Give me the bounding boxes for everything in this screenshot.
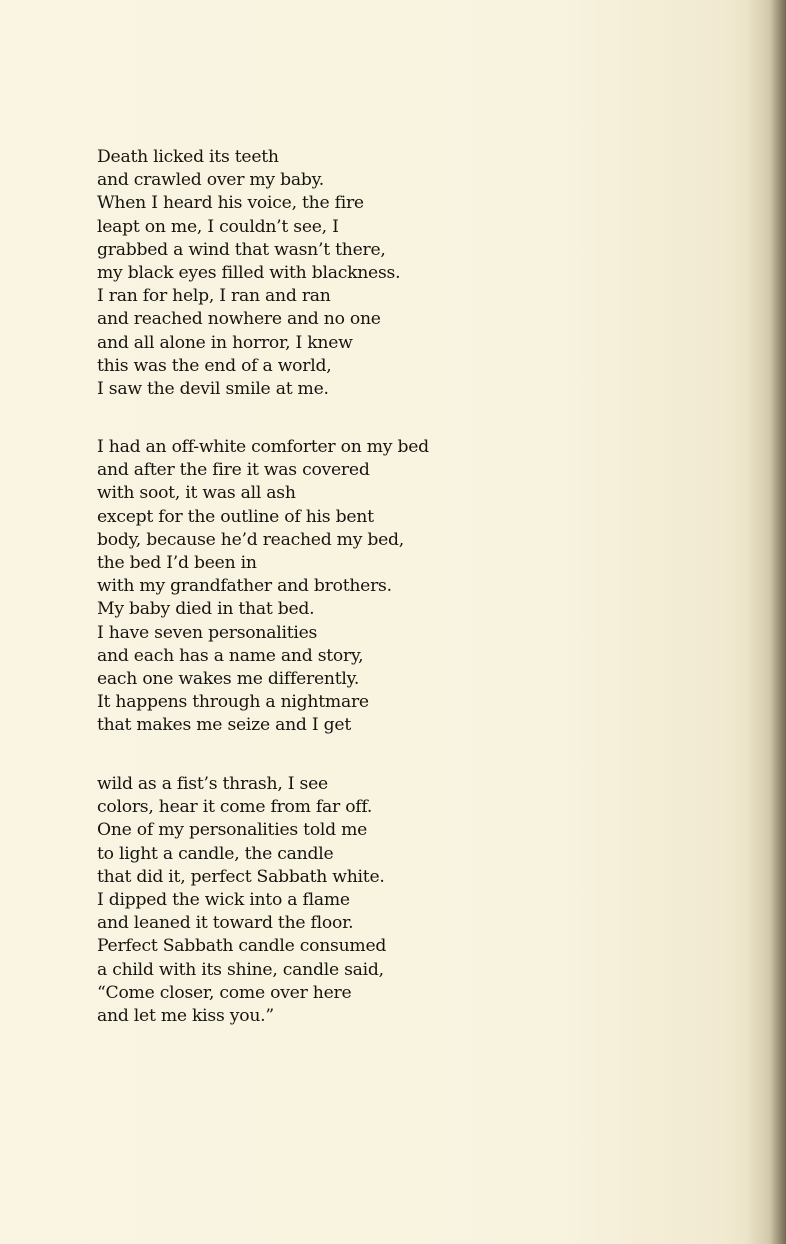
poem-line: It happens through a nightmare [97, 692, 369, 713]
poem-line: and crawled over my baby. [97, 170, 324, 191]
poem-line: wild as a fist’s thrash, I see [97, 774, 328, 794]
poem-line: I have seven personalities [97, 622, 318, 643]
poem-line: each one wakes me differently. [97, 668, 360, 689]
poem-line: I ran for help, I ran and ran [97, 286, 331, 307]
poem-line: to light a candle, the candle [97, 843, 334, 864]
poem-line: except for the outline of his bent [97, 506, 374, 527]
poem-line: One of my personalities told me [97, 820, 368, 841]
poem-line: colors, hear it come from far off. [97, 797, 373, 818]
poem-line: Death licked its teeth [97, 147, 279, 167]
poem-line: When I heard his voice, the fire [97, 193, 364, 214]
poem-line: this was the end of a world, [97, 355, 332, 376]
poem-line: and reached nowhere and no one [97, 309, 381, 330]
poem-line: my black eyes filled with blackness. [97, 262, 401, 283]
page-gutter-shadow [746, 0, 786, 1244]
poem-line: and after the fire it was covered [97, 460, 370, 481]
poem-line: with soot, it was all ash [97, 483, 296, 504]
poem-line: I had an off-white comforter on my bed [97, 437, 429, 457]
poem-line: and let me kiss you.” [97, 1005, 274, 1026]
stanza-2 [97, 436, 429, 737]
stanza-3 [97, 773, 386, 1028]
poem-line: that makes me seize and I get [97, 715, 351, 736]
poem-line: My baby died in that bed. [97, 599, 315, 620]
poem-line: grabbed a wind that wasn’t there, [97, 239, 386, 260]
poem-line: and leaned it toward the floor. [97, 913, 354, 934]
poem-line: that did it, perfect Sabbath white. [97, 866, 385, 887]
poem-line: leapt on me, I couldn’t see, I [97, 216, 339, 237]
poem-line: I dipped the wick into a flame [97, 889, 350, 910]
stanza-1 [97, 146, 400, 401]
poem-line: body, because he’d reached my bed, [97, 529, 405, 550]
poem-line: Perfect Sabbath candle consumed [97, 936, 387, 957]
poem-line: “Come closer, come over here [97, 982, 352, 1003]
poem-line: I saw the devil smile at me. [97, 378, 329, 399]
poem-line: and all alone in horror, I knew [97, 332, 353, 353]
poem-line: and each has a name and story, [97, 645, 364, 666]
poem-line: with my grandfather and brothers. [97, 576, 392, 597]
poem-line: the bed I’d been in [97, 552, 257, 573]
poem-line: a child with its shine, candle said, [97, 959, 384, 980]
